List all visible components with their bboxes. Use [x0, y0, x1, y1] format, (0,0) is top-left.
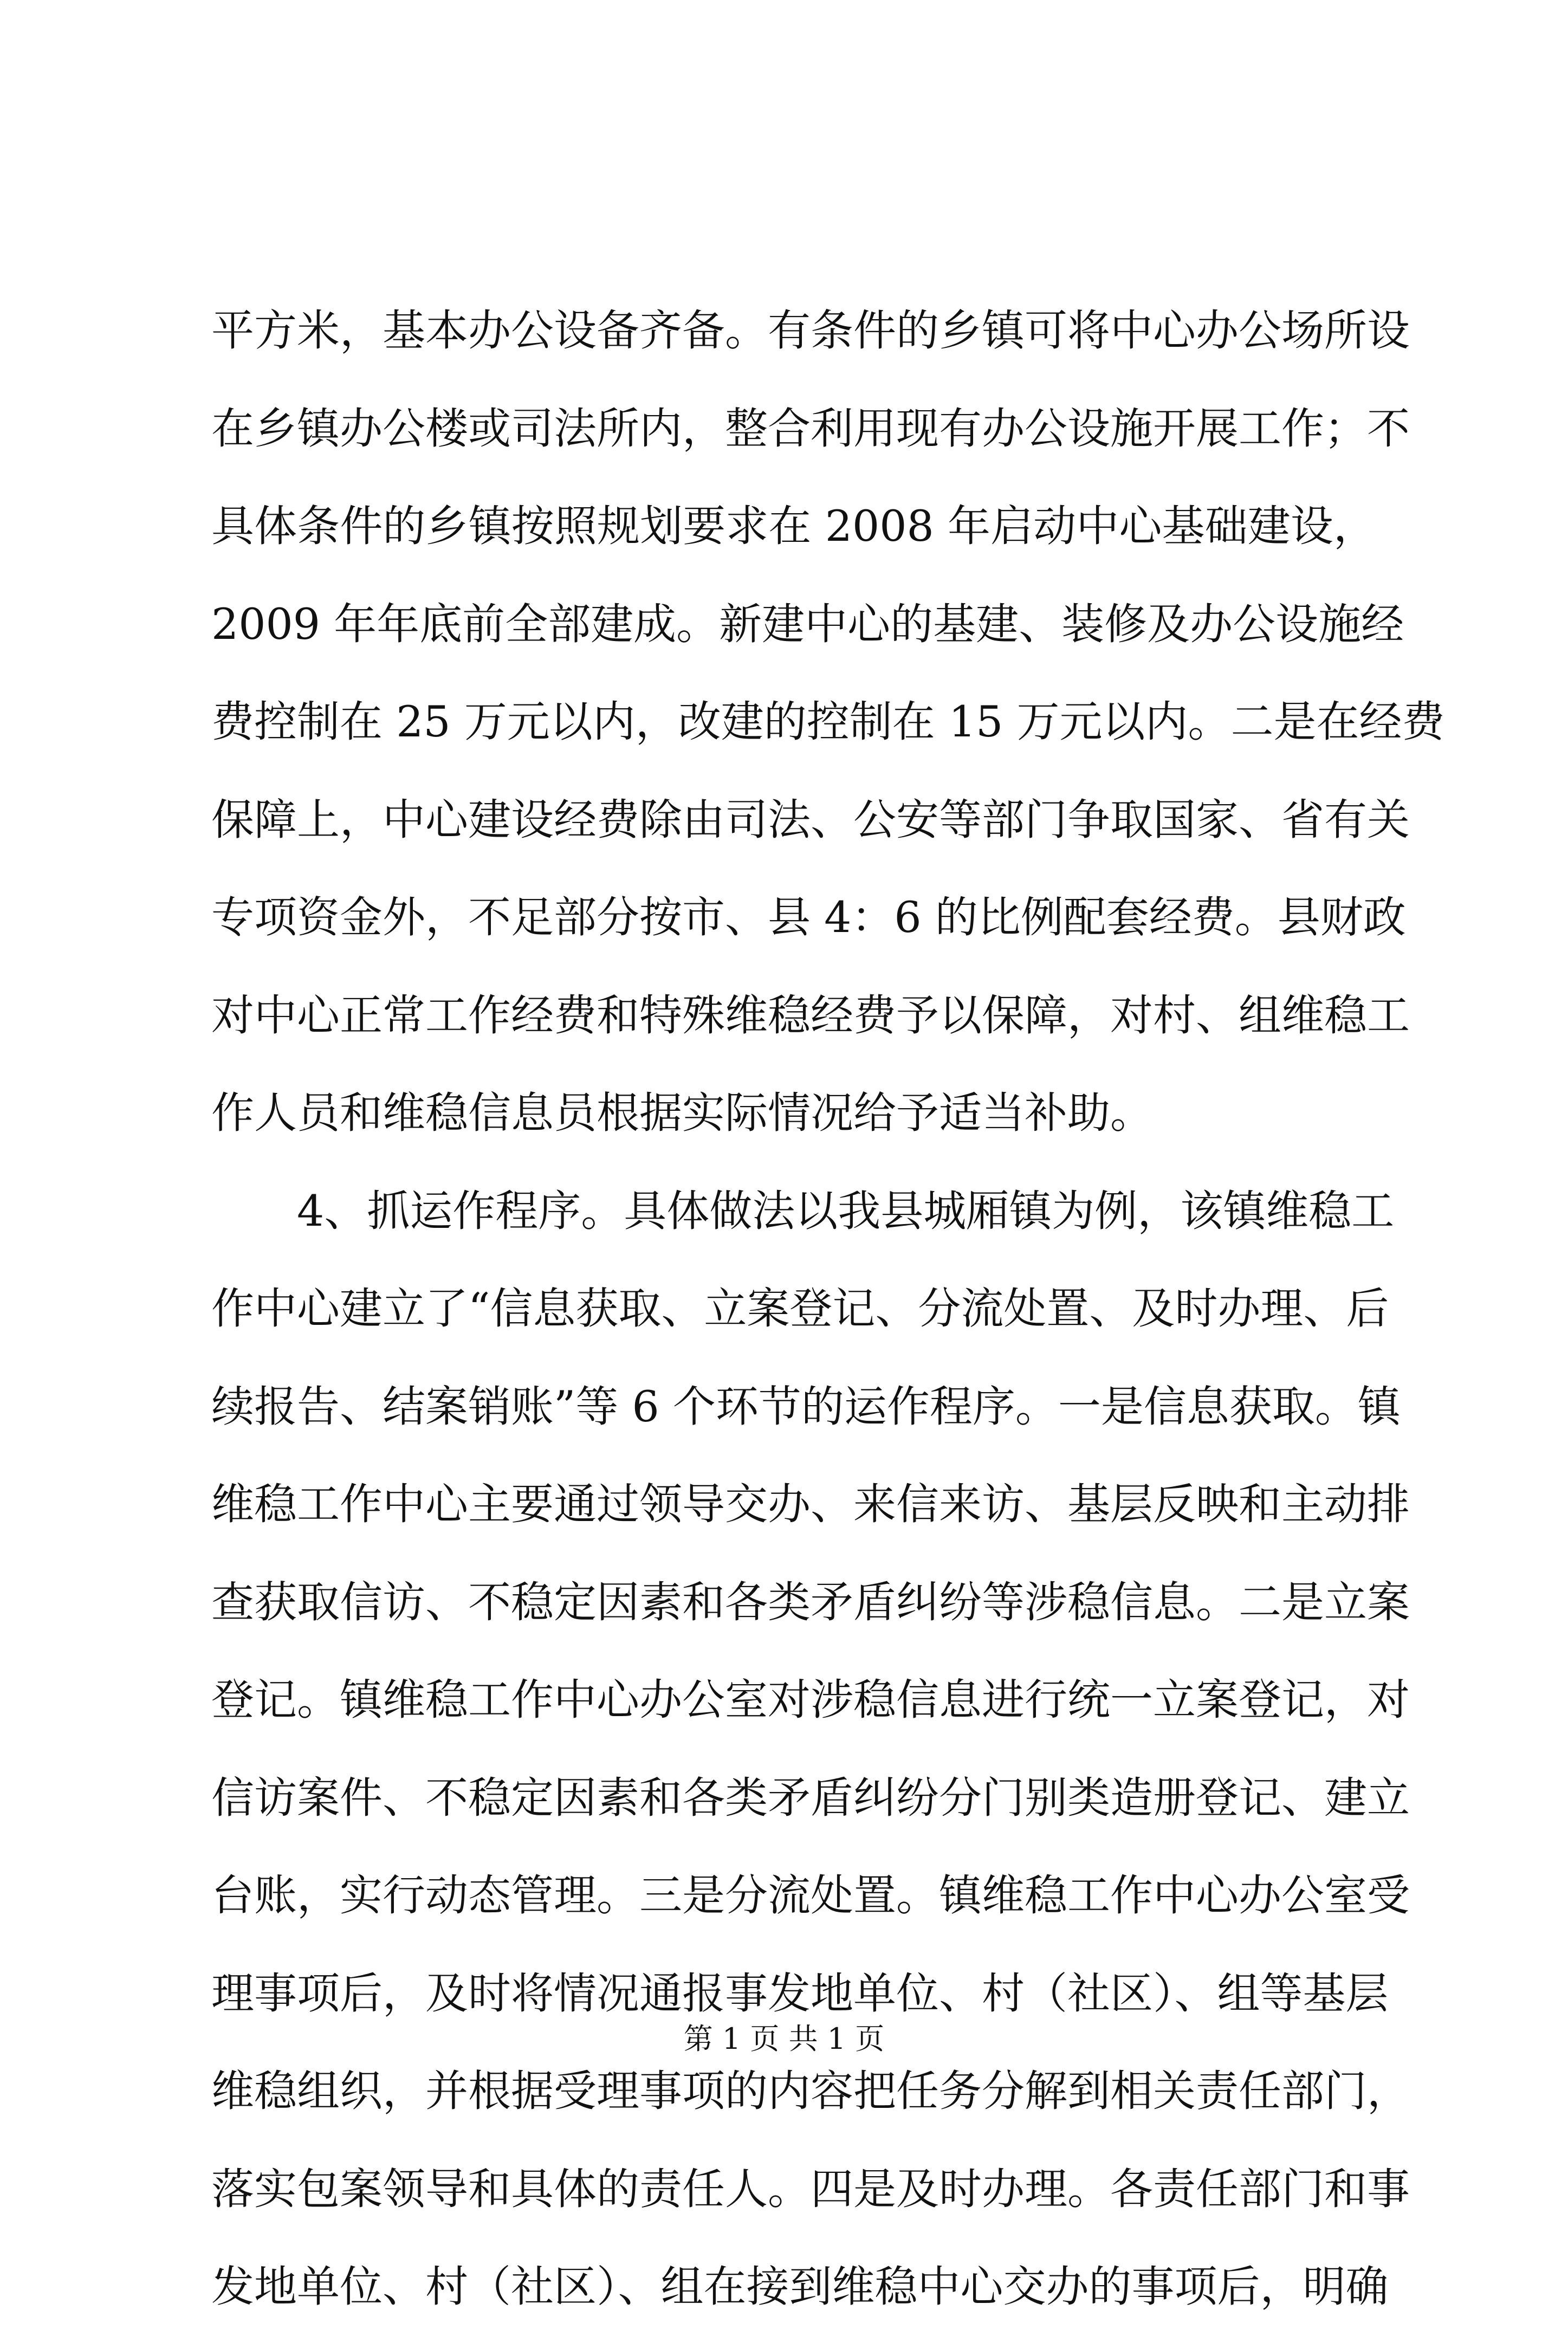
- text-line: 维稳组织，并根据受理事项的内容把任务分解到相关责任部门，: [211, 2066, 1410, 2116]
- text-line: 信访案件、不稳定因素和各类矛盾纠纷分门别类造册登记、建立: [211, 1772, 1410, 1823]
- text-line: 作人员和维稳信息员根据实际情况给予适当补助。: [211, 1088, 1153, 1138]
- text-line: 台账，实行动态管理。三是分流处置。镇维稳工作中心办公室受: [211, 1871, 1410, 1920]
- text-line: 平方米，基本办公设备齐备。有条件的乡镇可将中心办公场所设: [211, 306, 1410, 355]
- text-line: 4、抓运作程序。具体做法以我县城厢镇为例，该镇维稳工: [211, 1186, 1395, 1236]
- text-line: 具体条件的乡镇按照规划要求在 2008 年启动中心基础建设，: [211, 501, 1376, 551]
- text-line: 对中心正常工作经费和特殊维稳经费予以保障，对村、组维稳工: [211, 990, 1410, 1040]
- text-line: 2009 年年底前全部建成。新建中心的基建、装修及办公设施经: [211, 599, 1404, 649]
- text-line: 查获取信访、不稳定因素和各类矛盾纠纷等涉稳信息。二是立案: [211, 1577, 1410, 1627]
- text-line: 续报告、结案销账”等 6 个环节的运作程序。一是信息获取。镇: [211, 1381, 1401, 1432]
- text-line: 登记。镇维稳工作中心办公室对涉稳信息进行统一立案登记，对: [211, 1675, 1410, 1725]
- text-line: 专项资金外，不足部分按市、县 4：6 的比例配套经费。县财政: [211, 892, 1406, 942]
- text-line: 费控制在 25 万元以内，改建的控制在 15 万元以内。二是在经费: [211, 697, 1445, 747]
- text-line: 发地单位、村（社区）、组在接到维稳中心交办的事项后，明确: [211, 2262, 1389, 2312]
- text-line: 维稳工作中心主要通过领导交办、来信来访、基层反映和主动排: [211, 1479, 1410, 1529]
- text-line: 保障上，中心建设经费除由司法、公安等部门争取国家、省有关: [211, 794, 1410, 845]
- text-line: 落实包案领导和具体的责任人。四是及时办理。各责任部门和事: [211, 2164, 1410, 2214]
- page-number-label: 第 1 页 共 1 页: [683, 2022, 885, 2056]
- text-line: 理事项后，及时将情况通报事发地单位、村（社区）、组等基层: [211, 1968, 1389, 2018]
- text-line: 作中心建立了“信息获取、立案登记、分流处置、及时办理、后: [211, 1284, 1389, 1334]
- text-line: 在乡镇办公楼或司法所内，整合利用现有办公设施开展工作；不: [211, 403, 1410, 454]
- page-footer: [0, 2020, 1568, 2058]
